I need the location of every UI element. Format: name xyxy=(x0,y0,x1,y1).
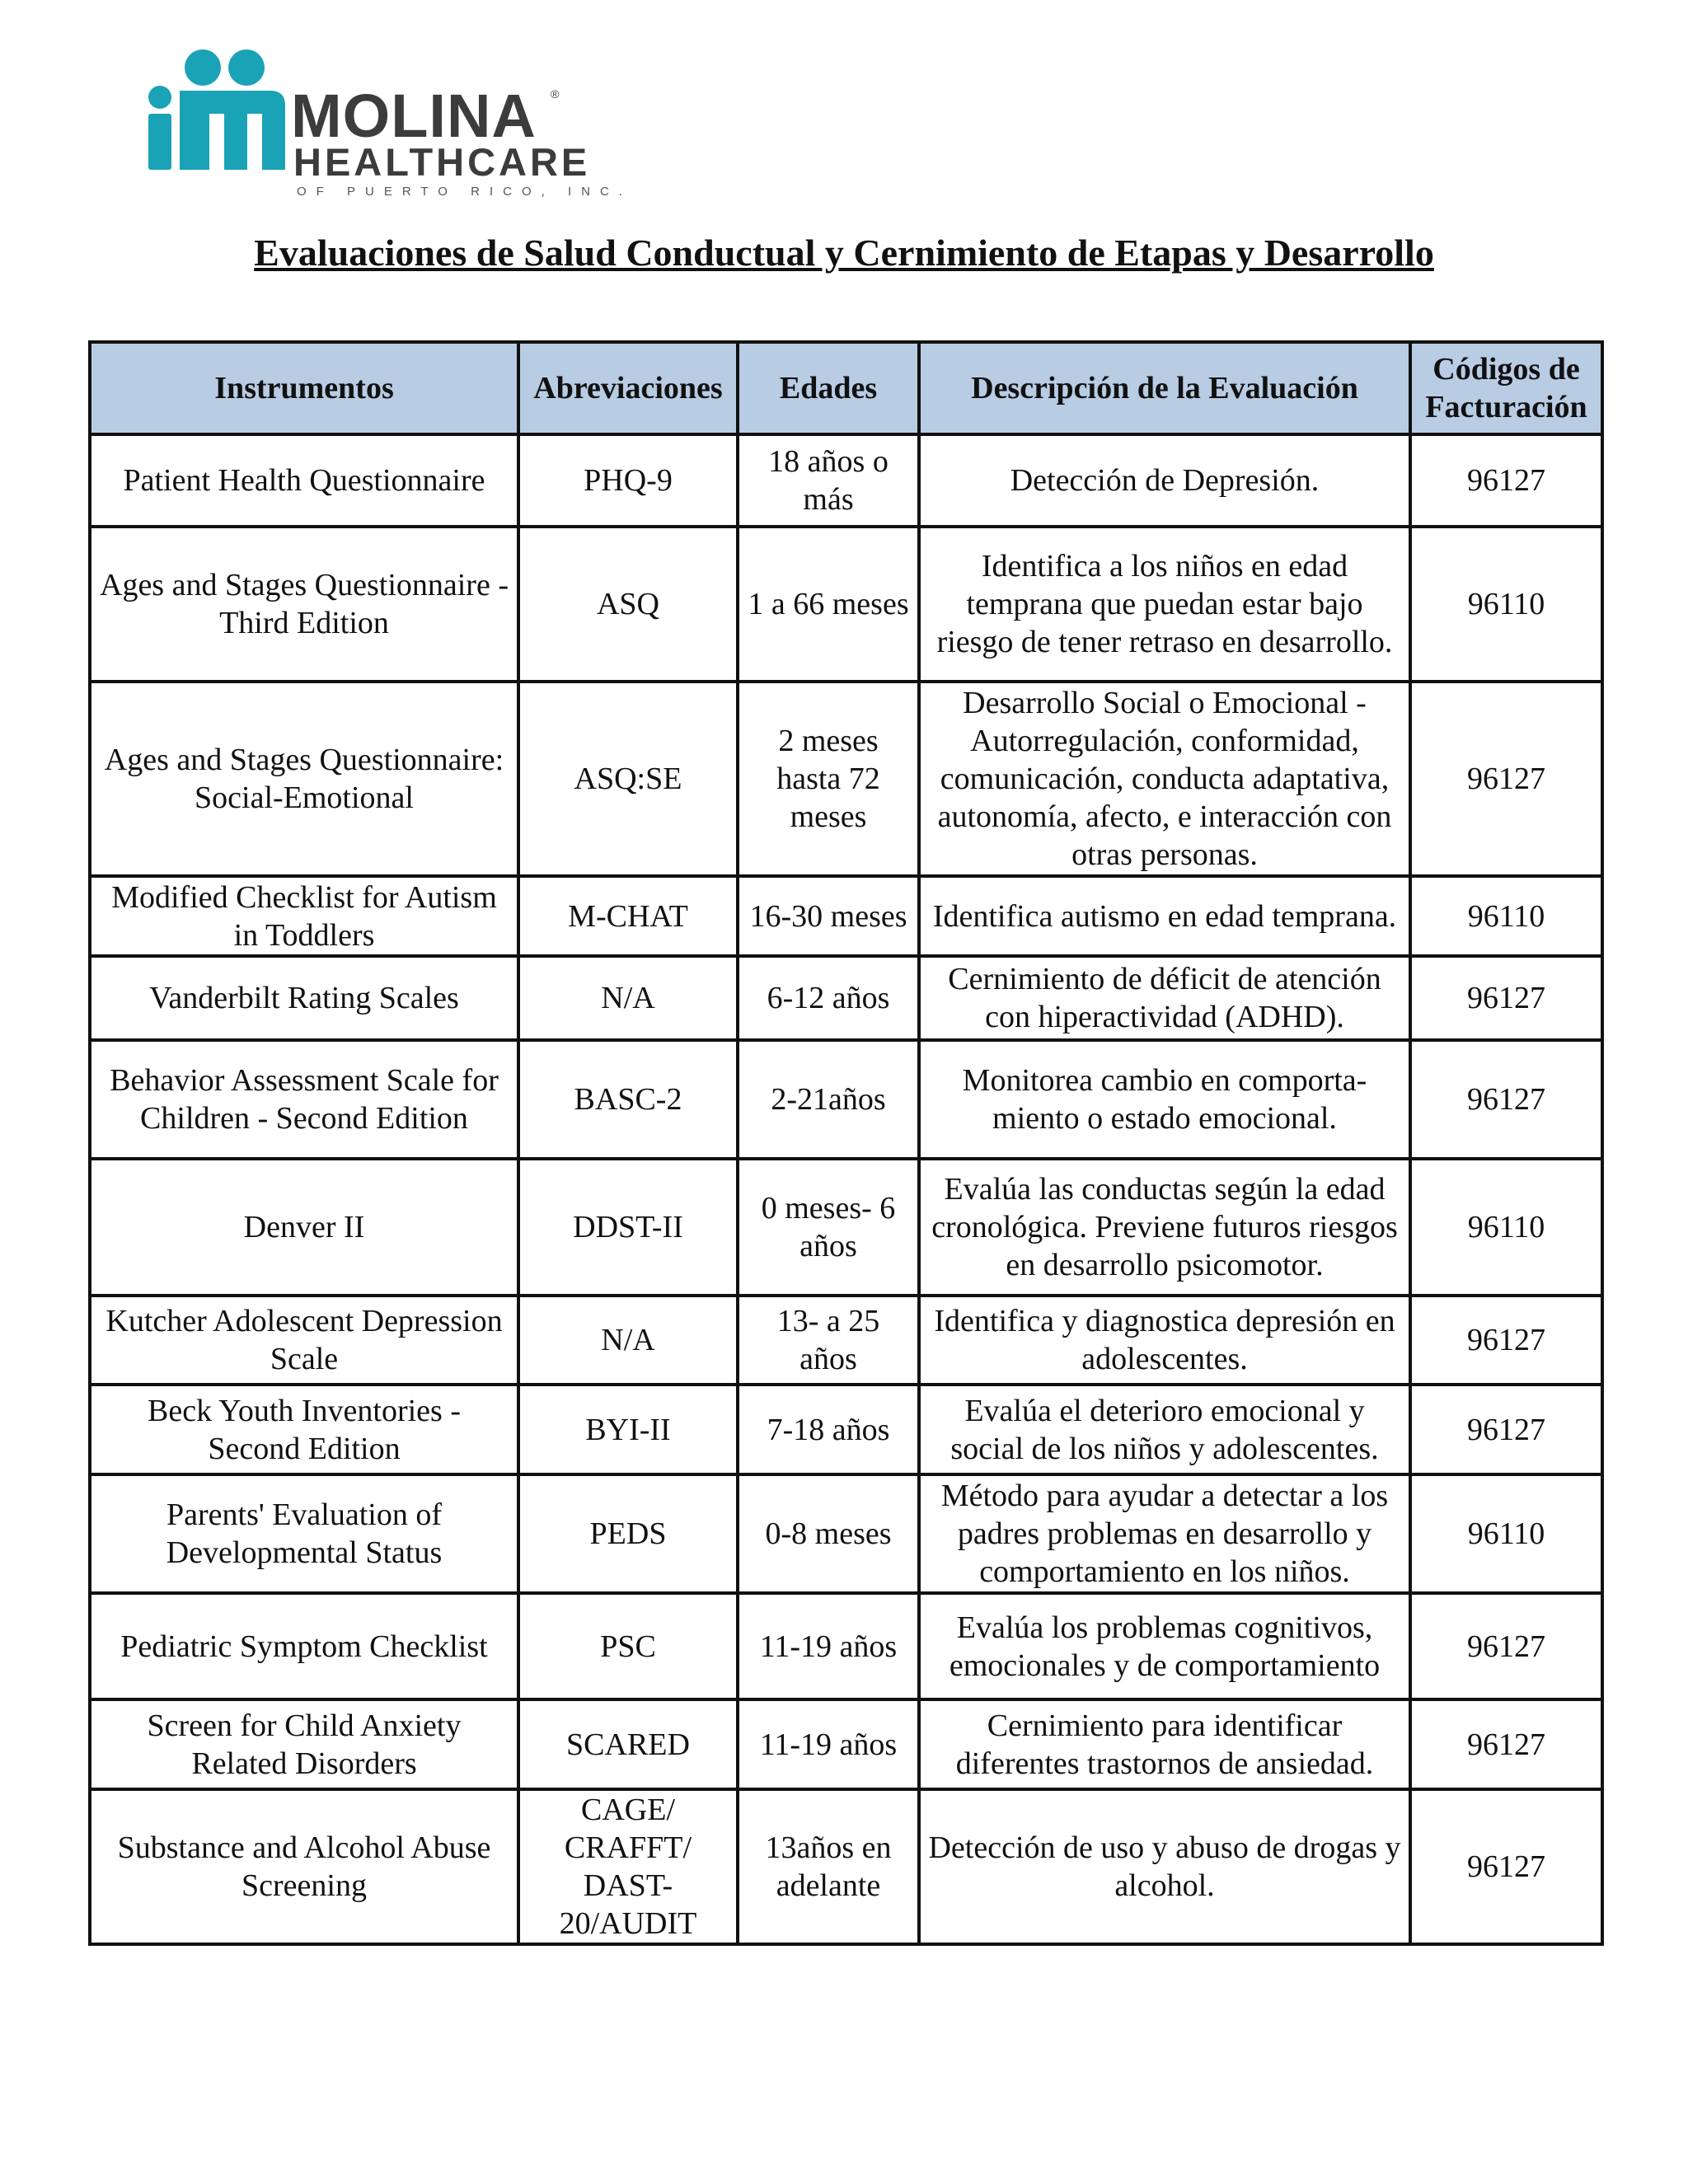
instrument-cell: Substance and Alcohol Abuse Screening xyxy=(90,1789,518,1944)
column-header-codigos: Códigos de Facturación xyxy=(1410,342,1602,434)
column-header-instrumentos: Instrumentos xyxy=(90,342,518,434)
description-cell: Identifica y diagnostica depresión en adolescentes. xyxy=(919,1296,1410,1385)
instrument-cell: Beck Youth Inventories - Second Edition xyxy=(90,1385,518,1474)
ages-cell: 0 meses- 6 años xyxy=(738,1159,919,1296)
description-cell: Evalúa el deterioro emocional y social de los niños y adolescentes. xyxy=(919,1385,1410,1474)
abbreviation-cell: PHQ-9 xyxy=(518,434,738,527)
billing-code-cell: 96110 xyxy=(1410,527,1602,682)
billing-code-cell: 96127 xyxy=(1410,1296,1602,1385)
abbreviation-cell: M-CHAT xyxy=(518,876,738,956)
instrument-cell: Screen for Child Anxiety Related Disorders xyxy=(90,1699,518,1789)
logo-registered-mark: ® xyxy=(551,87,560,101)
ages-cell: 16-30 meses xyxy=(738,876,919,956)
instrument-cell: Kutcher Adolescent Depression Scale xyxy=(90,1296,518,1385)
table-row xyxy=(90,956,1602,1040)
logo-subline: OF PUERTO RICO, INC. xyxy=(297,185,632,199)
page-title: Evaluaciones de Salud Conductual y Cernimiento de Etapas y Desarrollo xyxy=(254,232,1434,274)
instrument-cell: Patient Health Questionnaire xyxy=(90,434,518,527)
ages-cell: 13- a 25 años xyxy=(738,1296,919,1385)
abbreviation-cell: ASQ xyxy=(518,527,738,682)
abbreviation-cell: BYI-II xyxy=(518,1385,738,1474)
billing-code-cell: 96127 xyxy=(1410,956,1602,1040)
ages-cell: 11-19 años xyxy=(738,1593,919,1699)
description-cell: Monitorea cambio en comporta- miento o estado emocional. xyxy=(919,1040,1410,1159)
description-cell: Evalúa los problemas cognitivos, emocionales y de comportamiento xyxy=(919,1593,1410,1699)
abbreviation-cell: PSC xyxy=(518,1593,738,1699)
table-header-row xyxy=(90,342,1602,434)
description-cell: Método para ayudar a detectar a los padres problemas en desarrollo y comportamiento en los niños. xyxy=(919,1474,1410,1593)
table-row xyxy=(90,434,1602,527)
description-cell: Evalúa las conductas según la edad cronológica. Previene futuros riesgos en desarrollo psicomotor. xyxy=(919,1159,1410,1296)
description-cell: Detección de Depresión. xyxy=(919,434,1410,527)
table-row xyxy=(90,1789,1602,1944)
logo-healthcare: HEALTHCARE xyxy=(293,140,591,184)
billing-code-cell: 96110 xyxy=(1410,1474,1602,1593)
ages-cell: 11-19 años xyxy=(738,1699,919,1789)
table-row xyxy=(90,1474,1602,1593)
billing-code-cell: 96127 xyxy=(1410,1593,1602,1699)
billing-code-cell: 96127 xyxy=(1410,682,1602,876)
instrument-cell: Vanderbilt Rating Scales xyxy=(90,956,518,1040)
ages-cell: 6-12 años xyxy=(738,956,919,1040)
instrument-cell: Modified Checklist for Autism in Toddlers xyxy=(90,876,518,956)
abbreviation-cell: ASQ:SE xyxy=(518,682,738,876)
description-cell: Cernimiento de déficit de atención con hiperactividad (ADHD). xyxy=(919,956,1410,1040)
ages-cell: 0-8 meses xyxy=(738,1474,919,1593)
billing-code-cell: 96127 xyxy=(1410,1699,1602,1789)
people-figures-icon xyxy=(147,49,287,173)
table-row xyxy=(90,682,1602,876)
description-cell: Cernimiento para identificar diferentes trastornos de ansiedad. xyxy=(919,1699,1410,1789)
ages-cell: 1 a 66 meses xyxy=(738,527,919,682)
ages-cell: 7-18 años xyxy=(738,1385,919,1474)
abbreviation-cell: DDST-II xyxy=(518,1159,738,1296)
table-row xyxy=(90,1593,1602,1699)
table-row xyxy=(90,1159,1602,1296)
billing-code-cell: 96127 xyxy=(1410,1789,1602,1944)
ages-cell: 13años en adelante xyxy=(738,1789,919,1944)
billing-code-cell: 96127 xyxy=(1410,434,1602,527)
billing-code-cell: 96127 xyxy=(1410,1040,1602,1159)
instrument-cell: Ages and Stages Questionnaire: Social-Emotional xyxy=(90,682,518,876)
column-header-abreviaciones: Abreviaciones xyxy=(518,342,738,434)
table-row xyxy=(90,1296,1602,1385)
table-row xyxy=(90,527,1602,682)
billing-code-cell: 96127 xyxy=(1410,1385,1602,1474)
ages-cell: 2-21años xyxy=(738,1040,919,1159)
ages-cell: 2 meses hasta 72 meses xyxy=(738,682,919,876)
instrument-cell: Denver II xyxy=(90,1159,518,1296)
description-cell: Identifica autismo en edad temprana. xyxy=(919,876,1410,956)
description-cell: Identifica a los niños en edad temprana que puedan estar bajo riesgo de tener retraso en desarrollo. xyxy=(919,527,1410,682)
abbreviation-cell: N/A xyxy=(518,1296,738,1385)
logo-name: MOLINA xyxy=(291,82,537,150)
abbreviation-cell: CAGE/ CRAFFT/ DAST-20/AUDIT xyxy=(518,1789,738,1944)
description-cell: Desarrollo Social o Emocional - Autorregulación, conformidad, comunicación, conducta adaptativa, autonomía, afecto, e interacción con otras personas. xyxy=(919,682,1410,876)
abbreviation-cell: PEDS xyxy=(518,1474,738,1593)
column-header-descripcion: Descripción de la Evaluación xyxy=(919,342,1410,434)
column-header-edades: Edades xyxy=(738,342,919,434)
ages-cell: 18 años o más xyxy=(738,434,919,527)
table-row xyxy=(90,1040,1602,1159)
instrument-cell: Pediatric Symptom Checklist xyxy=(90,1593,518,1699)
instrument-cell: Parents' Evaluation of Developmental Status xyxy=(90,1474,518,1593)
billing-code-cell: 96110 xyxy=(1410,876,1602,956)
table-row xyxy=(90,1699,1602,1789)
evaluations-table xyxy=(88,340,1604,1946)
instrument-cell: Ages and Stages Questionnaire - Third Edition xyxy=(90,527,518,682)
abbreviation-cell: BASC-2 xyxy=(518,1040,738,1159)
table-row xyxy=(90,876,1602,956)
description-cell: Detección de uso y abuso de drogas y alcohol. xyxy=(919,1789,1410,1944)
abbreviation-cell: N/A xyxy=(518,956,738,1040)
table-row xyxy=(90,1385,1602,1474)
instrument-cell: Behavior Assessment Scale for Children - Second Edition xyxy=(90,1040,518,1159)
abbreviation-cell: SCARED xyxy=(518,1699,738,1789)
molina-logo xyxy=(147,49,632,202)
billing-code-cell: 96110 xyxy=(1410,1159,1602,1296)
